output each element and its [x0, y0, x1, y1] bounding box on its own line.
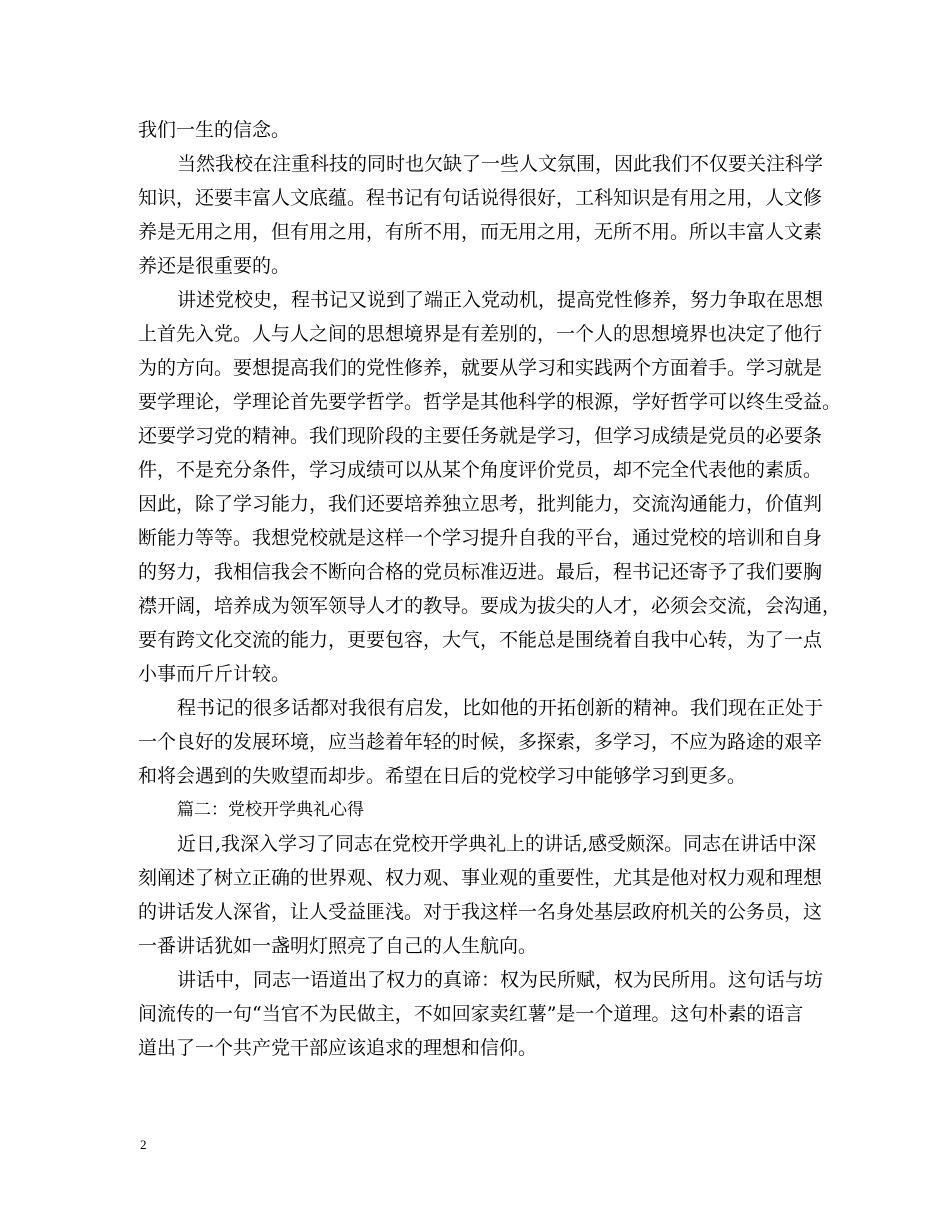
text-line: 我们一生的信念。 — [138, 119, 291, 141]
text-line: 的努力，我相信我会不断向合格的党员标准迈进。最后，程书记还寄予了我们要胸 — [138, 561, 823, 583]
text-line: 为的方向。要想提高我们的党性修养，就要从学习和实践两个方面着手。学习就是 — [138, 357, 823, 379]
text-line: 一个良好的发展环境，应当趁着年轻的时候，多探索，多学习，不应为路途的艰辛 — [138, 731, 823, 753]
paragraph-start-line: 讲述党校史，程书记又说到了端正入党动机，提高党性修养，努力争取在思想 — [177, 289, 824, 311]
text-line: 还要学习党的精神。我们现阶段的主要任务就是学习，但学习成绩是党员的必要条 — [138, 425, 823, 447]
text-line: 襟开阔，培养成为领军领导人才的教导。要成为拔尖的人才，必须会交流，会沟通， — [138, 595, 842, 617]
paragraph-start-line: 当然我校在注重科技的同时也欠缺了一些人文氛围，因此我们不仅要关注科学 — [177, 153, 824, 175]
text-line: 的讲话发人深省，让人受益匪浅。对于我这样一名身处基层政府机关的公务员，这 — [138, 901, 823, 923]
paragraph-start-line: 讲话中，同志一语道出了权力的真谛：权为民所赋，权为民所用。这句话与坊 — [177, 969, 824, 991]
text-line: 断能力等等。我想党校就是这样一个学习提升自我的平台，通过党校的培训和自身 — [138, 527, 823, 549]
text-line: 刻阐述了树立正确的世界观、权力观、事业观的重要性，尤其是他对权力观和理想 — [138, 867, 823, 889]
text-line: 一番讲话犹如一盏明灯照亮了自己的人生航向。 — [138, 935, 538, 957]
section-heading: 篇二：党校开学典礼心得 — [177, 800, 364, 820]
body-text — [138, 113, 842, 1065]
text-line: 道出了一个共产党干部应该追求的理想和信仰。 — [138, 1037, 538, 1059]
text-line: 小事而斤斤计较。 — [138, 663, 291, 685]
text-line: 要学理论，学理论首先要学哲学。哲学是其他科学的根源，学好哲学可以终生受益。 — [138, 391, 842, 413]
text-line: 因此，除了学习能力，我们还要培养独立思考，批判能力，交流沟通能力，价值判 — [138, 493, 823, 515]
text-line: 养是无用之用，但有用之用，有所不用，而无用之用，无所不用。所以丰富人文素 — [138, 221, 823, 243]
text-line: 间流传的一句“当官不为民做主，不如回家卖红薯”是一个道理。这句朴素的语言 — [138, 1003, 804, 1025]
text-line: 件，不是充分条件，学习成绩可以从某个角度评价党员，却不完全代表他的素质。 — [138, 459, 823, 481]
text-line: 上首先入党。人与人之间的思想境界是有差别的，一个人的思想境界也决定了他行 — [138, 323, 823, 345]
text-line: 和将会遇到的失败望而却步。希望在日后的党校学习中能够学习到更多。 — [138, 765, 747, 787]
text-line: 知识，还要丰富人文底蕴。程书记有句话说得很好，工科知识是有用之用，人文修 — [138, 187, 823, 209]
text-line: 养还是很重要的。 — [138, 255, 291, 277]
text-line: 要有跨文化交流的能力，更要包容，大气，不能总是围绕着自我中心转，为了一点 — [138, 629, 823, 651]
paragraph-start-line: 近日,我深入学习了同志在党校开学典礼上的讲话,感受颇深。同志在讲话中深 — [177, 833, 817, 855]
paragraph-start-line: 程书记的很多话都对我很有启发，比如他的开拓创新的精神。我们现在正处于 — [177, 697, 824, 719]
page-number: 2 — [140, 1137, 147, 1152]
